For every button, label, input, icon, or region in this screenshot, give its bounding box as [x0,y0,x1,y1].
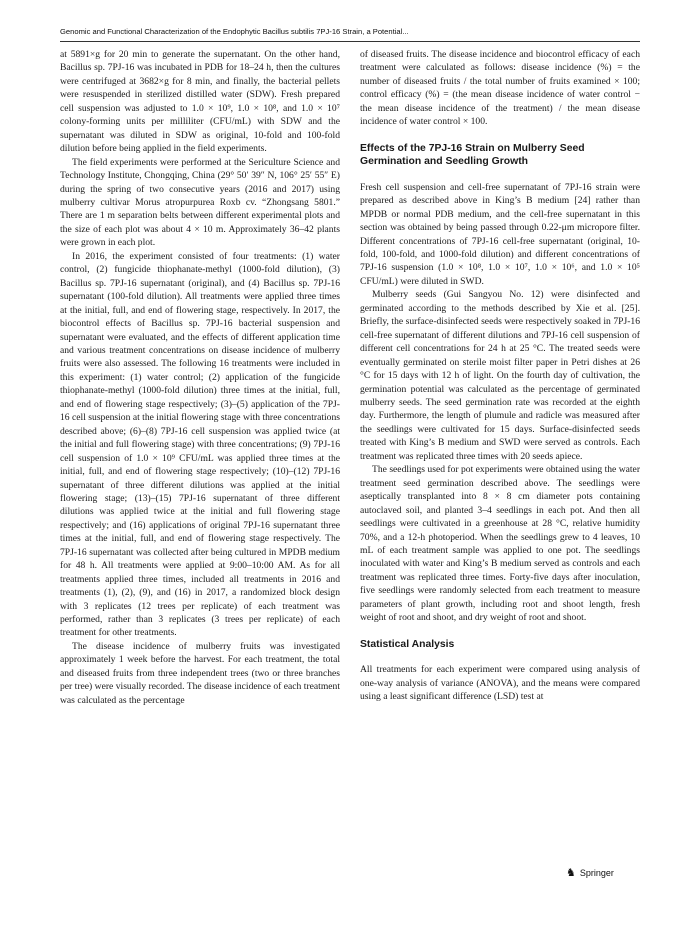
left-paragraph-1: at 5891×g for 20 min to generate the supernatant. On the other hand, Bacillus sp. 7PJ-16 was incubated in PDB for 18–24 h, then the cultures were centrifuged at 3682×g for 8 min, and finally, the bacterial pellets were resuspended in sterilized distilled water (SDW). Fresh prepared cell suspension was adjusted to 1.0 × 10⁹, 1.0 × 10⁸, and 1.0 × 10⁷ colony-forming units per milliliter (CFU/mL) with SDW and the supernatant was diluted in SDW as original, 10-fold and 100-fold dilution before being applied in the field experiments. [60,49,340,155]
running-title: Genomic and Functional Characterization of the Endophytic Bacillus subtilis 7PJ-16 Strain, a Potential... [60,27,409,36]
right-paragraph-2: Fresh cell suspension and cell-free supernatant of 7PJ-16 strain were prepared as described above in King’s B medium [24] rather than MPDB or normal PDB medium, and the cell-free supernatant in this section was obtained by being passed through 0.22-μm micropore filter. Different concentrations of 7PJ-16 cell-free supernatant (original, 10-fold, 100-fold, and 1000-fold dilution) and different concentrations of 7PJ-16 suspension (1.0 × 10⁸, 1.0 × 10⁷, 1.0 × 10⁶, and 1.0 × 10⁵ CFU/mL) were diluted in SWD. [360,181,640,287]
right-paragraph-5: All treatments for each experiment were compared using analysis of one-way analysis of variance (ANOVA), and the means were compared using a least significant difference (LSD) test at [360,664,640,703]
publisher-logo [566,866,614,879]
left-paragraph-4: The disease incidence of mulberry fruits was investigated approximately 1 week before the harvest. For each treatment, the total and diseased fruits from three independent trees (two or three branches per tree) were visually recorded. The disease incidence of each treatment was calculated as the percentage [60,640,340,706]
right-column [360,48,640,704]
section-heading-germination: Effects of the 7PJ-16 Strain on Mulberry Seed Germination and Seedling Growth [360,142,585,168]
publisher-name: Springer [579,867,614,878]
header-rule [60,41,640,42]
right-paragraph-1: of diseased fruits. The disease incidence and biocontrol efficacy of each treatment were calculated as follows: disease incidence (%) = the number of diseased fruits / the total number of fruits examined × 100; control efficacy (%) = (the mean disease incidence of water control − the mean disease incidence of the treatment) / the mean disease incidence of water control × 100. [360,49,640,128]
right-paragraph-4: The seedlings used for pot experiments were obtained using the water treatment seed germination described above. The seedlings were aseptically transplanted into 8 × 8 cm diameter pots containing autoclaved soil, and planted 3–4 seedlings in each pot. And then all seedlings were cultivated in a greenhouse at 28 °C, relative humidity 70%, and a 12-h photoperiod. When the seedlings grew to 4 leaves, 10 mL of each treatment sample was applied to one pot. The seedlings inoculated with water and King’s B medium served as controls and each treatment was replicated three times. Forty-five days after inoculation, five seedlings were randomly selected from each treatment to measure parameters of plant growth, including root and shoot length, fresh weight of root and shoot, and dry weight of root and shoot. [360,464,641,624]
springer-horse-icon: ♞ [566,867,576,879]
right-paragraph-3: Mulberry seeds (Gui Sangyou No. 12) were disinfected and germinated according to the methods described by Xie et al. [25]. Briefly, the surface-disinfected seeds were respectively soaked in 7PJ-16 cell-free supernatant of different dilutions and 7PJ-16 cell suspension of different cell concentrations for 24 h at 25 °C. The treated seeds were eventually germinated on sterile moist filter paper in Petri dishes at 26 °C for 15 days with 12 h of light. On the fourth day of cultivation, the germination potential was calculated as the percentage of germinated mulberry seeds. The seed germination rate was recorded at the eighth day. Furthermore, the length of plumule and radicle was measured after the seedlings were cultivated for 15 days. Surface-disinfected seeds treated with King’s B medium and SWD were served as controls. Each treatment was replicated three times with 20 seeds apiece. [360,289,640,462]
section-heading-statistics: Statistical Analysis [360,638,455,650]
left-paragraph-3: In 2016, the experiment consisted of four treatments: (1) water control, (2) fungicide thiophanate-methyl (1000-fold dilution), (3) Bacillus sp. 7PJ-16 supernatant (original), and (4) Bacillus sp. 7PJ-16 supernatant (100-fold dilution). All treatments were applied three times at the initial, full, and end of flowering stage, respectively. In 2017, the biocontrol effects of Bacillus sp. 7PJ-16 bacterial suspension and supernatant were evaluated, and the effects of different application time and various treatment concentrations on disease incidence of mulberry fruits were also assessed. The following 16 treatments were included in this experiment: (1) water control; (2) application of the fungicide thiophanate-methyl (1000-fold dilution) three times at the initial, full, and end of flowering stage respectively; (3)–(5) application of the 7PJ-16 cell suspension at the initial flowering stage with three concentrations described above; (6)–(8) 7PJ-16 cell suspension was applied twice (at the initial and full flowering stage) with three concentrations; (9) 7PJ-16 cell suspension of 1.0 × 10⁹ CFU/mL was applied three times at the initial, full, and end of flowering stage respectively; (10)–(12) 7PJ-16 supernatant of three different dilutions was applied at the initial flowering stage; (13)–(15) 7PJ-16 supernatant of three different dilutions was applied twice at the initial and full flowering stage respectively; and (16) applications of original 7PJ-16 supernatant three times at the initial, full, and end of flowering stage respectively. The 7PJ-16 supernatant was collected after being cultured in MPDB medium for 48 h. All treatments were applied at 9:00–10:00 AM. As for all treatments applied three times, included all treatments in 2016 and treatments (1), (2), (9), and (16) in 2017, a randomized block design with 3 replicates (12 trees per replicate) of each treatment was performed, rather than 3 replicates (3 trees per replicate) of each treatment for other treatments. [60,250,340,639]
left-column [60,48,340,707]
left-paragraph-2: The field experiments were performed at the Sericulture Science and Technology Institute, Chongqing, China (29° 50′ 39″ N, 106° 25′ 55″ E) during the spring of two consecutive years (2016 and 2017) using mulberry cultivar Morus atropurpurea Roxb cv. “Zhongsang 5801.” There are 1 m separation belts between different experimental plots and the size of each plot was about 4 × 10 m. Approximately 36–42 plants were grown in each plot. [60,156,340,249]
